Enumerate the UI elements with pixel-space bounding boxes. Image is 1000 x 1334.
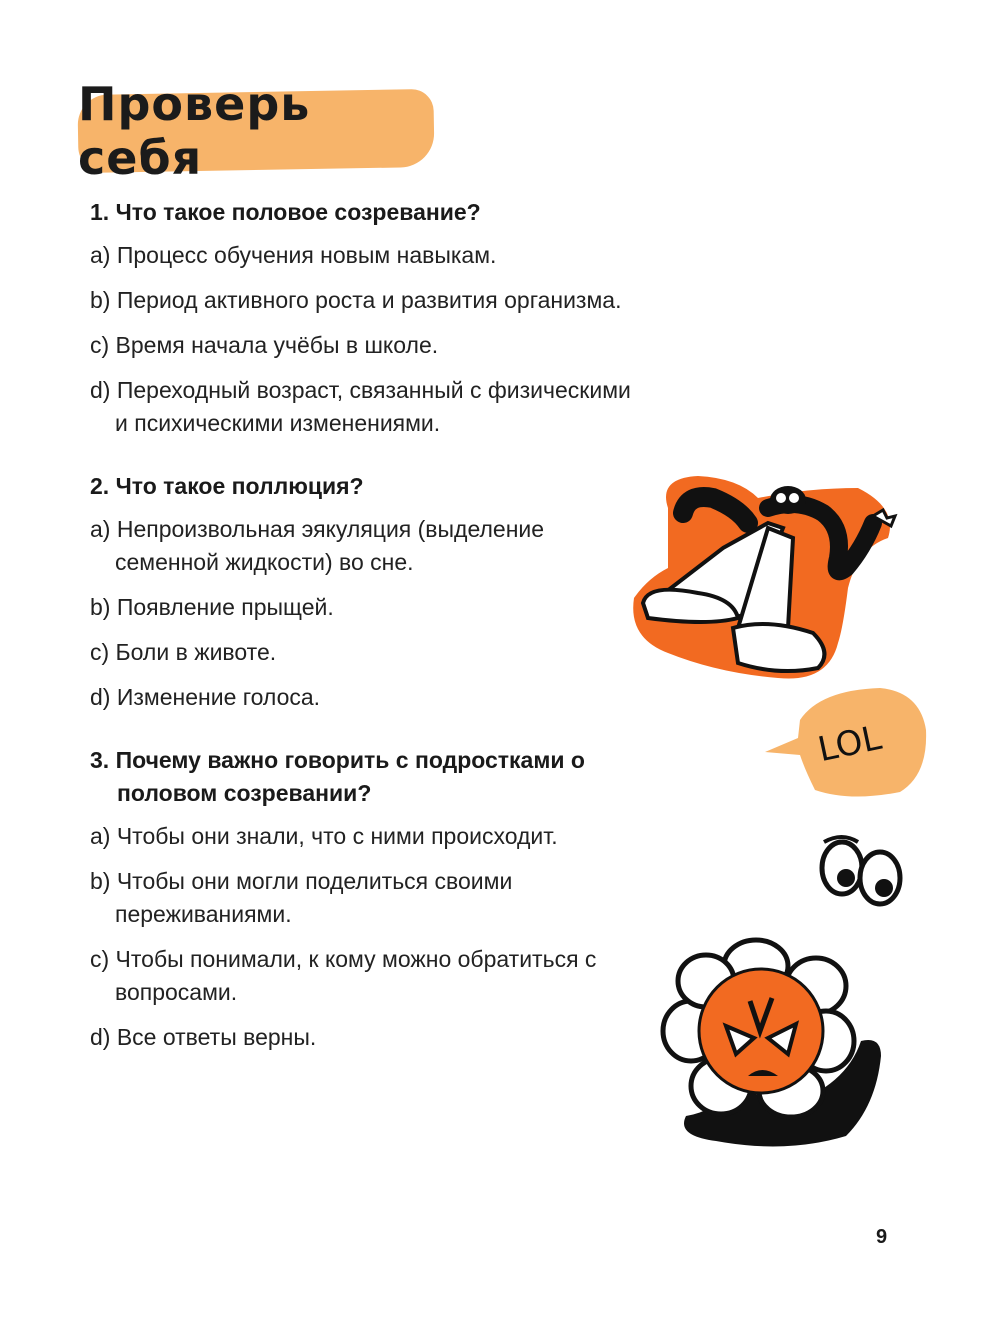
jumping-character-illustration (628, 468, 908, 690)
question-2: 2. Что такое поллюция? (90, 473, 364, 499)
answer-2d: d) Изменение голоса. (90, 684, 321, 710)
answer-3c: c) Чтобы понимали, к кому можно обратиться с вопросами. (90, 946, 597, 1005)
quiz (90, 196, 650, 1084)
lol-speech-bubble (760, 680, 930, 806)
answer-2c: c) Боли в животе. (90, 639, 277, 665)
question-block-1 (90, 196, 650, 440)
page-title: Проверь себя (78, 77, 311, 185)
page-number: 9 (876, 1226, 888, 1248)
answer-3b: b) Чтобы они могли поделиться своими переживаниями. (90, 868, 513, 927)
question-1: 1. Что такое половое созревание? (90, 199, 481, 225)
answer-1c: c) Время начала учёбы в школе. (90, 332, 439, 358)
answer-1b: b) Период активного роста и развития организма. (90, 287, 622, 313)
answer-1d: d) Переходный возраст, связанный с физическими и психическими изменениями. (90, 377, 631, 436)
lol-text: LOL (814, 717, 885, 771)
question-3: 3. Почему важно говорить с подростками о половом созревании? (90, 747, 585, 806)
angry-flower-illustration (656, 936, 886, 1154)
answer-3d: d) Все ответы верны. (90, 1024, 317, 1050)
eyes-icon (816, 834, 906, 912)
page-title-banner (78, 77, 434, 185)
answer-2b: b) Появление прыщей. (90, 594, 334, 620)
answer-3a: a) Чтобы они знали, что с ними происходит. (90, 823, 558, 849)
answer-2a: a) Непроизвольная эякуляция (выделение семенной жидкости) во сне. (90, 516, 545, 575)
question-block-2 (90, 470, 650, 714)
answer-1a: a) Процесс обучения новым навыкам. (90, 242, 497, 268)
question-block-3 (90, 744, 650, 1054)
